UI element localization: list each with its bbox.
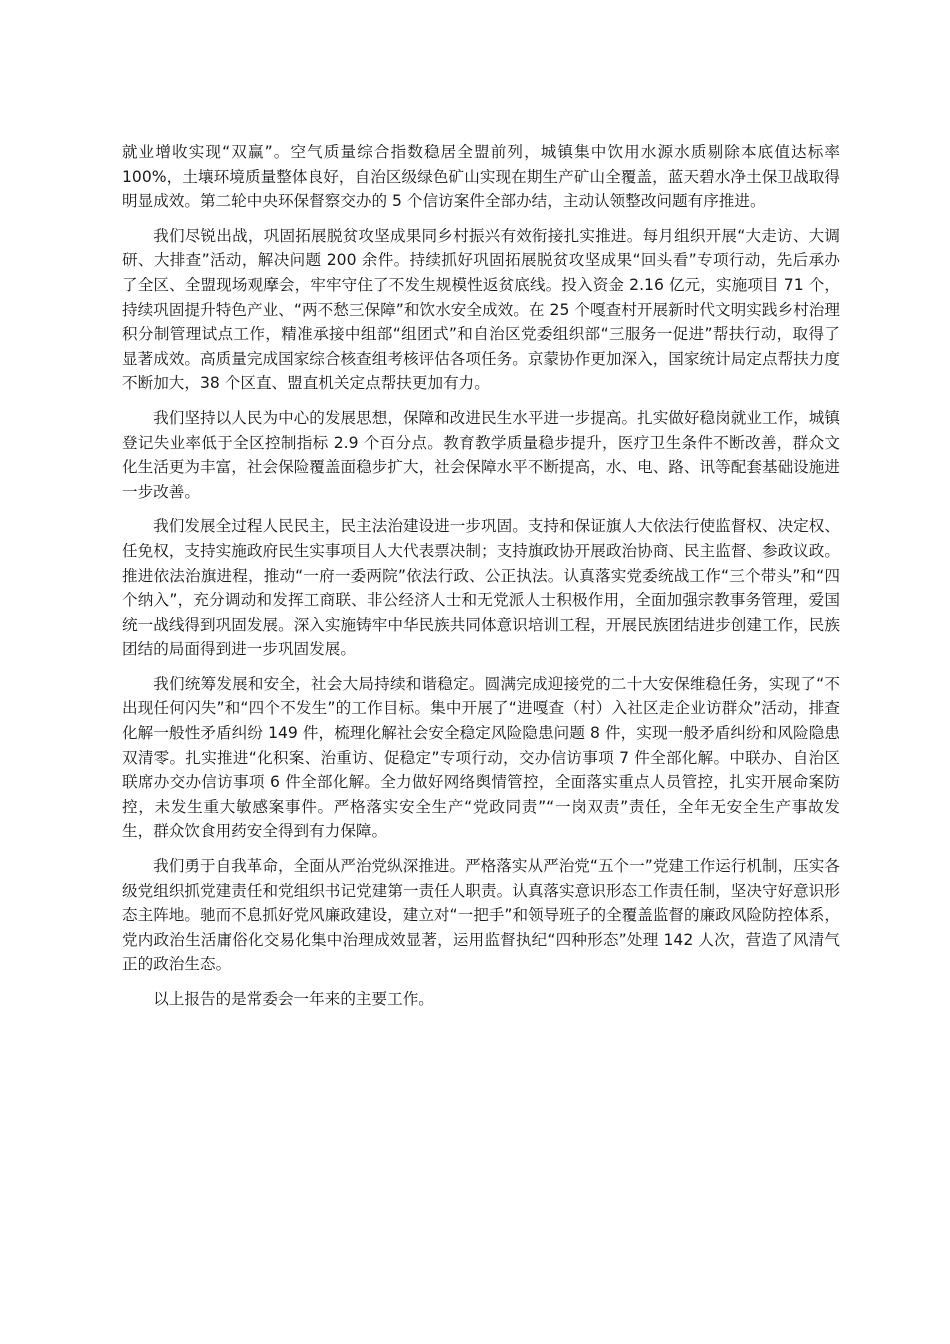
paragraph-continuation: 就业增收实现“双赢”。空气质量综合指数稳居全盟前列，城镇集中饮用水源水质剔除本底值达标率 100%，土壤环境质量整体良好，自治区级绿色矿山实现在期生产矿山全覆盖，蓝天碧水净土保卫战取得明显成效。第二轮中央环保督察交办的 5 个信访案件全部办结，主动认领整改问题有序推进。 [122,143,840,211]
paragraph-summary: 以上报告的是常委会一年来的主要工作。 [153,990,434,1008]
paragraph-security: 我们统筹发展和安全，社会大局持续和谐稳定。圆满完成迎接党的二十大安保维稳任务，实现了“不出现任何闪失”和“四个不发生”的工作目标。集中开展了“进嘎查（村）入社区走企业访群众”活动，排查化解一般性矛盾纠纷 149 件，梳理化解社会安全稳定风险隐患问题 8 件，实现一般矛盾纠纷和风险隐患双清零。扎实推进“化积案、治重访、促稳定”专项行动，交办信访事项 7 件全部化解。中联办、自治区联席办交办信访事项 6 件全部化解。全力做好网络舆情管控，全面落实重点人员管控，扎实开展命案防控，未发生重大敏感案事件。严格落实安全生产“党政同责”“一岗双责”责任，全年无安全生产事故发生，群众饮食用药安全得到有力保障。 [122,674,840,841]
paragraph-poverty-alleviation: 我们尽锐出战，巩固拓展脱贫攻坚成果同乡村振兴有效衔接扎实推进。每月组织开展“大走访、大调研、大排查”活动，解决问题 200 余件。持续抓好巩固拓展脱贫攻坚成果“回头看”专项行动，先后承办了全区、全盟现场观摩会，牢牢守住了不发生规模性返贫底线。投入资金 2.16 亿元，实施项目 71 个，持续巩固提升特色产业、“两不愁三保障”和饮水安全成效。在 25 个嘎查村开展新时代文明实践乡村治理积分制管理试点工作，精准承接中组部“组团式”和自治区党委组织部“三服务一促进”帮扶行动，取得了显著成效。高质量完成国家综合核查组考核评估各项任务。京蒙协作更加深入，国家统计局定点帮扶力度不断加大，38 个区直、盟直机关定点帮扶更加有力。 [122,226,840,393]
paragraph-democracy: 我们发展全过程人民民主，民主法治建设进一步巩固。支持和保证旗人大依法行使监督权、决定权、任免权，支持实施政府民生实事项目人大代表票决制；支持旗政协开展政治协商、民主监督、参政议政。推进依法治旗进程，推动“一府一委两院”依法行政、公正执法。认真落实党委统战工作“三个带头”和“四个纳入”，充分调动和发挥工商联、非公经济人士和无党派人士积极作用，全面加强宗教事务管理，爱国统一战线得到巩固发展。深入实施铸牢中华民族共同体意识培训工程，开展民族团结进步创建工作，民族团结的局面得到进一步巩固发展。 [122,517,840,659]
document-body [122,140,840,1022]
paragraph-party-governance: 我们勇于自我革命，全面从严治党纵深推进。严格落实从严治党“五个一”党建工作运行机制，压实各级党组织抓党建责任和党组织书记党建第一责任人职责。认真落实意识形态工作责任制，坚决守好意识形态主阵地。驰而不息抓好党风廉政建设，建立对“一把手”和领导班子的全覆盖监督的廉政风险防控体系，党内政治生活庸俗化交易化集中治理成效显著，运用监督执纪“四种形态”处理 142 人次，营造了风清气正的政治生态。 [122,857,840,974]
paragraph-livelihood: 我们坚持以人民为中心的发展思想，保障和改进民生水平进一步提高。扎实做好稳岗就业工作，城镇登记失业率低于全区控制指标 2.9 个百分点。教育教学质量稳步提升，医疗卫生条件不断改善，群众文化生活更为丰富，社会保险覆盖面稳步扩大，社会保障水平不断提高，水、电、路、讯等配套基础设施进一步改善。 [122,408,840,501]
